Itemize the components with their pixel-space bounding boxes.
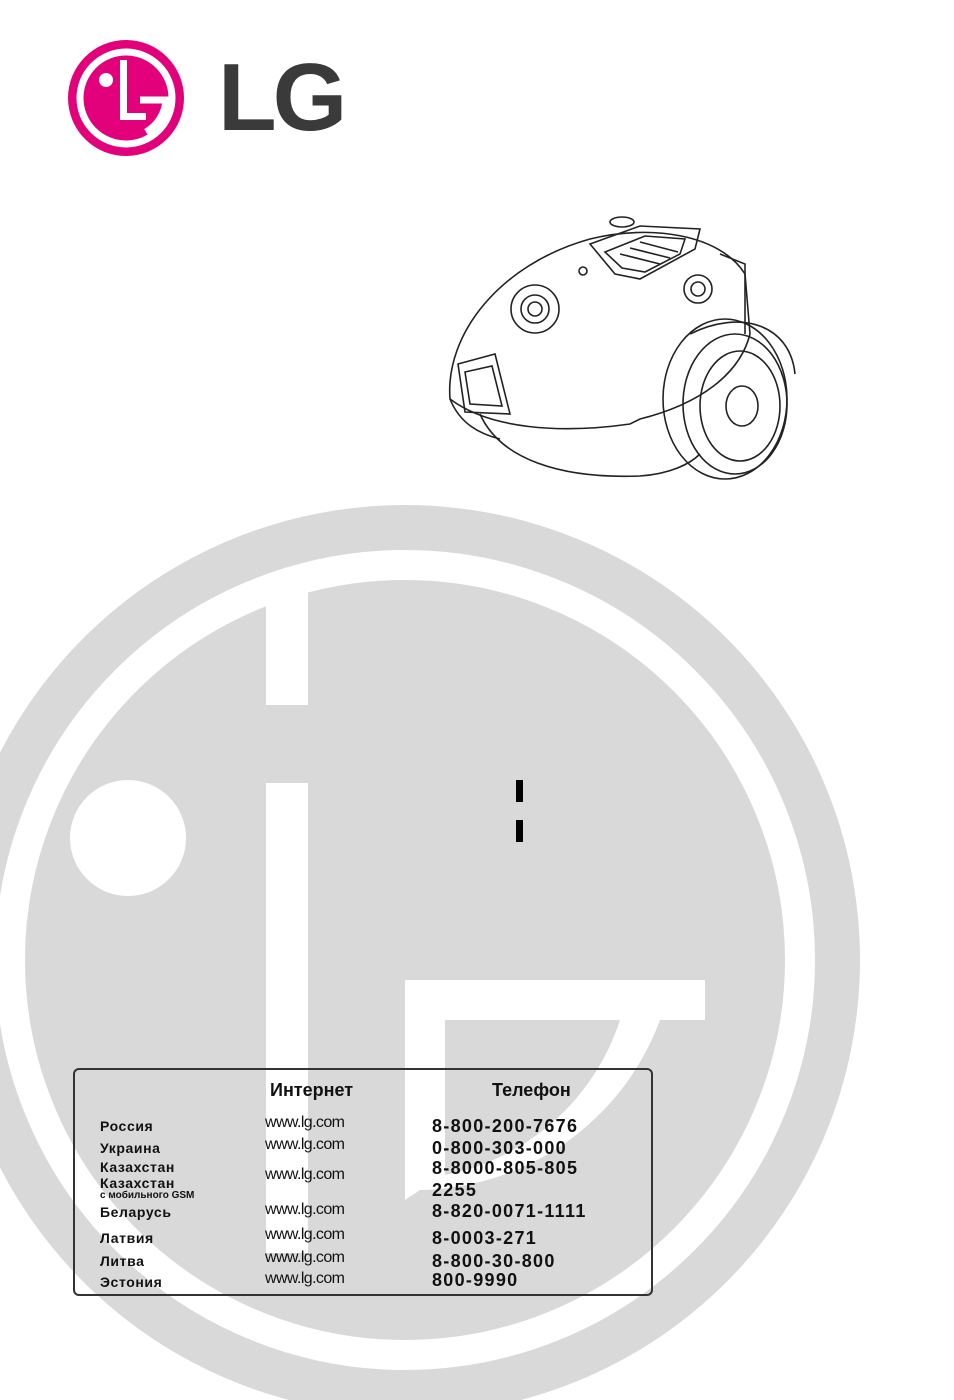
internet-column-header: Интернет [270,1080,354,1100]
phone-number: 800-9990 [432,1270,519,1290]
country-name: Беларусь [100,1204,172,1220]
country-name: Россия [100,1118,154,1134]
country-name: Латвия [100,1230,154,1246]
country-note: с мобильного GSM [100,1190,195,1201]
phone-column-header: Телефон [492,1080,571,1100]
phone-number: 8-800-200-7676 [432,1116,579,1136]
phone-number: 8-8000-805-805 [432,1158,579,1178]
phone-number-secondary: 2255 [432,1180,478,1200]
website-link[interactable]: www.lg.com [265,1166,345,1183]
vacuum-cleaner-illustration [440,214,800,486]
phone-number: 8-800-30-800 [432,1251,556,1271]
phone-number: 8-820-0071-1111 [432,1201,587,1221]
website-link[interactable]: www.lg.com [265,1270,345,1287]
website-link[interactable]: www.lg.com [265,1136,345,1153]
website-link[interactable]: www.lg.com [265,1114,345,1131]
vertical-mark [516,820,523,842]
phone-number: 8-0003-271 [432,1228,538,1248]
country-name: Украина [100,1140,161,1156]
website-link[interactable]: www.lg.com [265,1249,345,1266]
country-name: Литва [100,1253,145,1269]
contact-table [73,1068,653,1296]
website-link[interactable]: www.lg.com [265,1201,345,1218]
website-link[interactable]: www.lg.com [265,1226,345,1243]
vertical-mark [516,780,523,802]
country-name: Эстония [100,1274,163,1290]
country-name-secondary: Казахстан [100,1175,175,1191]
brand-wordmark: LG [218,44,344,151]
country-name: Казахстан [100,1159,175,1175]
phone-number: 0-800-303-000 [432,1138,567,1158]
